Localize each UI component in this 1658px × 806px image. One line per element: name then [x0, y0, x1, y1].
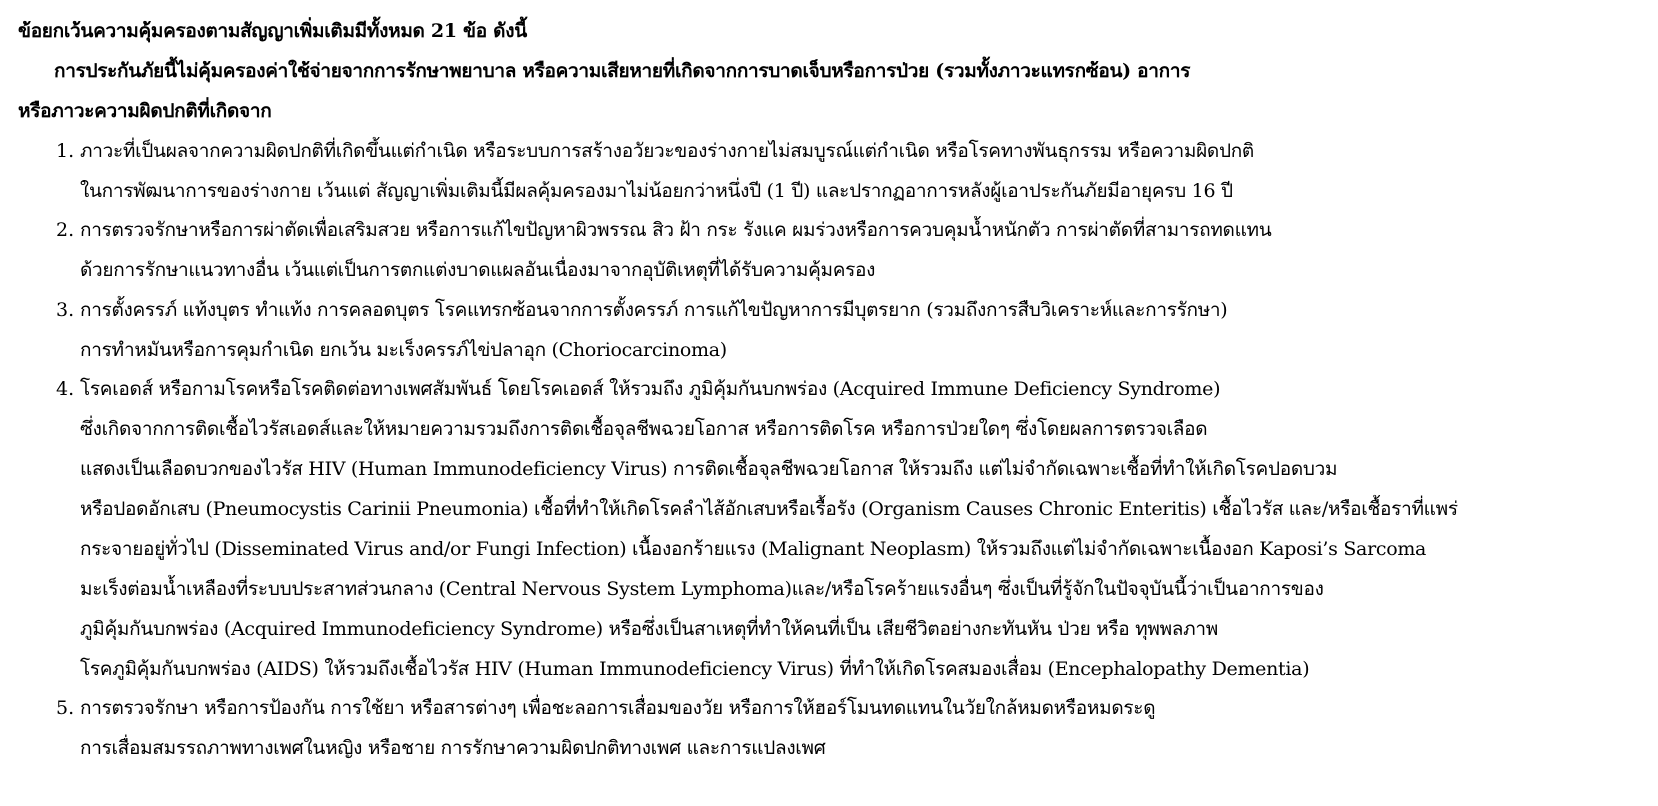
- item-4-line-7: ภูมิคุ้มกันบกพร่อง (Acquired Immunodeficiency Syndrome) หรือซึ่งเป็นสาเหตุที่ทำให้คนที่เป็น เสียชีวิตอย่างกะทันหัน ป่วย หรือ ทุพพลภาพ: [80, 618, 1218, 640]
- item-5-line-2: การเสื่อมสมรรถภาพทางเพศในหญิง หรือชาย การรักษาความผิดปกติทางเพศ และการแปลงเพศ: [80, 737, 826, 759]
- document-heading: ข้อยกเว้นความคุ้มครองตามสัญญาเพิ่มเติมมีทั้งหมด 21 ข้อ ดังนี้: [18, 20, 527, 42]
- item-2-line-2: ด้วยการรักษาแนวทางอื่น เว้นแต่เป็นการตกแต่งบาดแผลอันเนื่องมาจากอุบัติเหตุที่ได้รับความคุ้มครอง: [80, 259, 876, 281]
- item-1-line-1: ภาวะที่เป็นผลจากความผิดปกติที่เกิดขึ้นแต่กำเนิด หรือระบบการสร้างอวัยวะของร่างกายไม่สมบูรณ์แต่กำเนิด หรือโรคทางพันธุกรรม หรือความผิดปกติ: [80, 140, 1254, 162]
- item-5-line-1: การตรวจรักษา หรือการป้องกัน การใช้ยา หรือสารต่างๆ เพื่อชะลอการเสื่อมของวัย หรือการให้ฮอร์โมนทดแทนในวัยใกล้หมดหรือหมดระดู: [80, 697, 1156, 719]
- item-1-number: 1.: [56, 140, 75, 162]
- item-1-line-2: ในการพัฒนาการของร่างกาย เว้นแต่ สัญญาเพิ่มเติมนี้มีผลคุ้มครองมาไม่น้อยกว่าหนึ่งปี (1 ปี) และปรากฏอาการหลังผู้เอาประกันภัยมีอายุครบ 16 ปี: [80, 180, 1233, 202]
- intro-line-1: การประกันภัยนี้ไม่คุ้มครองค่าใช้จ่ายจากการรักษาพยาบาล หรือความเสียหายที่เกิดจากการบาดเจ็บหรือการป่วย (รวมทั้งภาวะแทรกซ้อน) อาการ: [54, 60, 1191, 82]
- item-4-line-8: โรคภูมิคุ้มกันบกพร่อง (AIDS) ให้รวมถึงเชื้อไวรัส HIV (Human Immunodeficiency Virus) ที่ทำให้เกิดโรคสมองเสื่อม (Encephalopathy Dementia): [80, 658, 1310, 680]
- item-5-number: 5.: [56, 697, 75, 719]
- item-4-line-4: หรือปอดอักเสบ (Pneumocystis Carinii Pneumonia) เชื้อที่ทำให้เกิดโรคลำไส้อักเสบหรือเรื้อรัง (Organism Causes Chronic Enteritis) เชื้อไวรัส และ/หรือเชื้อราที่แพร่: [80, 498, 1458, 520]
- item-3-number: 3.: [56, 299, 75, 321]
- item-4-line-2: ซึ่งเกิดจากการติดเชื้อไวรัสเอดส์และให้หมายความรวมถึงการติดเชื้อจุลชีพฉวยโอกาส หรือการติดโรค หรือการป่วยใดๆ ซึ่งโดยผลการตรวจเลือด: [80, 418, 1208, 440]
- item-2-line-1: การตรวจรักษาหรือการผ่าตัดเพื่อเสริมสวย หรือการแก้ไขปัญหาผิวพรรณ สิว ฝ้า กระ รังแค ผมร่วงหรือการควบคุมน้ำหนักตัว การผ่าตัดที่สามารถทดแทน: [80, 219, 1272, 241]
- intro-line-2: หรือภาวะความผิดปกติที่เกิดจาก: [18, 100, 272, 122]
- item-3-line-1: การตั้งครรภ์ แท้งบุตร ทำแท้ง การคลอดบุตร โรคแทรกซ้อนจากการตั้งครรภ์ การแก้ไขปัญหาการมีบุตรยาก (รวมถึงการสืบวิเคราะห์และการรักษา): [80, 299, 1228, 321]
- item-4-line-3: แสดงเป็นเลือดบวกของไวรัส HIV (Human Immunodeficiency Virus) การติดเชื้อจุลชีพฉวยโอกาส ให้รวมถึง แต่ไม่จำกัดเฉพาะเชื้อที่ทำให้เกิดโรคปอดบวม: [80, 458, 1338, 480]
- item-2-number: 2.: [56, 219, 75, 241]
- item-4-line-1: โรคเอดส์ หรือกามโรคหรือโรคติดต่อทางเพศสัมพันธ์ โดยโรคเอดส์ ให้รวมถึง ภูมิคุ้มกันบกพร่อง (Acquired Immune Deficiency Syndrome): [80, 378, 1221, 400]
- item-4-number: 4.: [56, 378, 75, 400]
- item-4-line-6: มะเร็งต่อมน้ำเหลืองที่ระบบประสาทส่วนกลาง (Central Nervous System Lymphoma)และ/หรือโรคร้ายแรงอื่นๆ ซึ่งเป็นที่รู้จักในปัจจุบันนี้ว่าเป็นอาการของ: [80, 578, 1324, 600]
- item-4-line-5: กระจายอยู่ทั่วไป (Disseminated Virus and/or Fungi Infection) เนื้องอกร้ายแรง (Malignant Neoplasm) ให้รวมถึงแต่ไม่จำกัดเฉพาะเนื้องอก Kaposi’s Sarcoma: [80, 538, 1427, 560]
- item-3-line-2: การทำหมันหรือการคุมกำเนิด ยกเว้น มะเร็งครรภ์ไข่ปลาอุก (Choriocarcinoma): [80, 339, 727, 361]
